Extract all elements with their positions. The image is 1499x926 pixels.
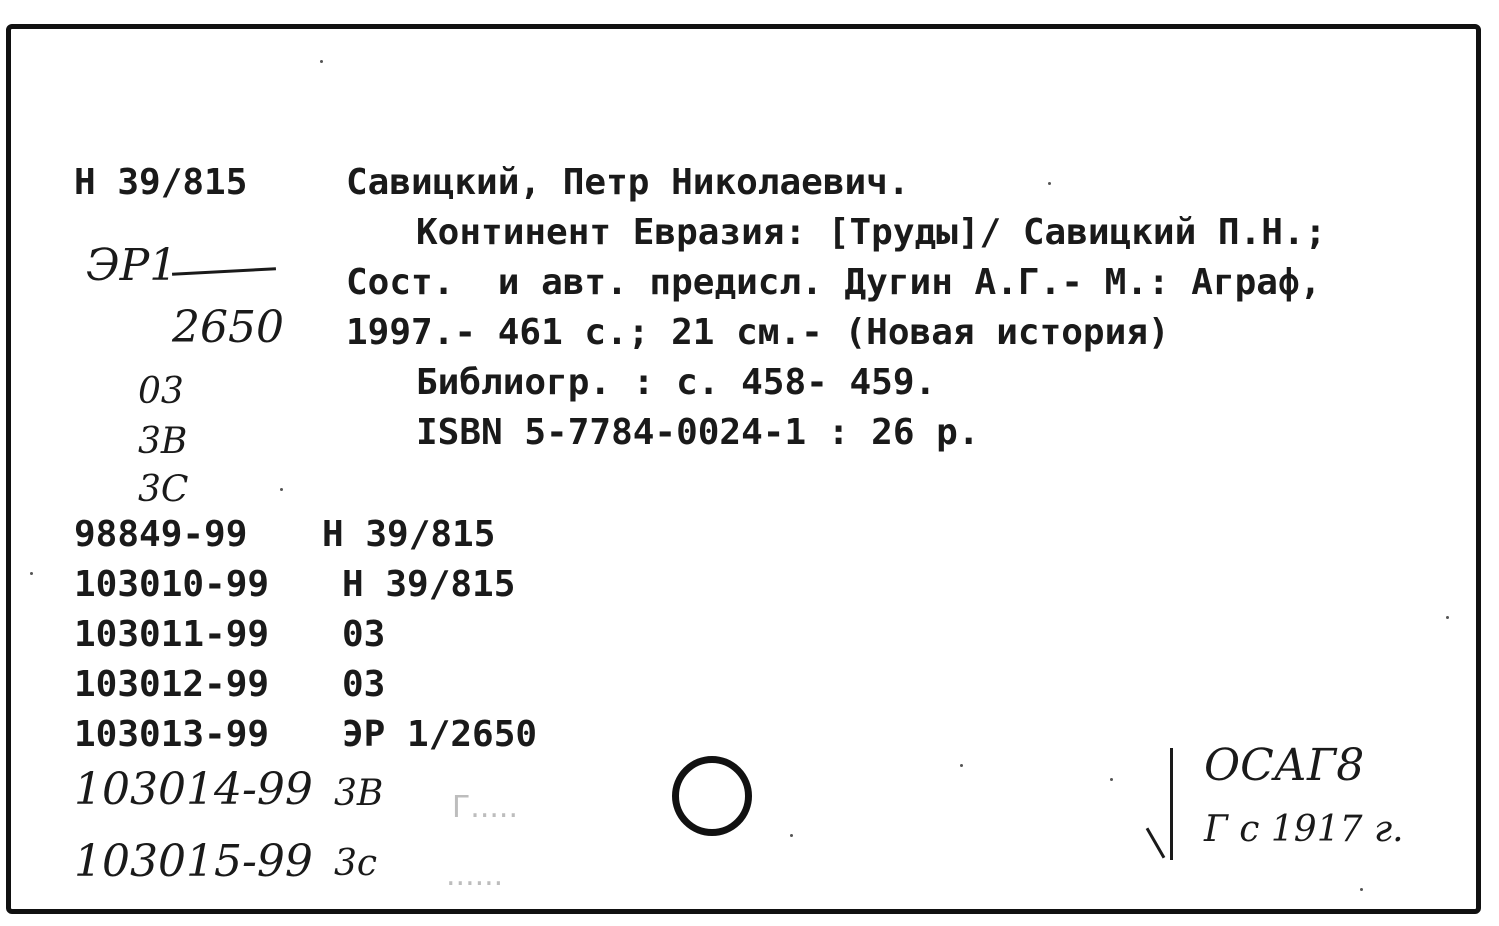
circle-mark	[672, 756, 752, 836]
handwritten-note-line-1: ОСАГ8	[1204, 740, 1365, 791]
handwritten-code-3v: 3В	[138, 421, 188, 462]
speckle-dot	[790, 834, 793, 837]
speckle-dot	[280, 488, 283, 491]
handwritten-shelf-mark-bottom: 2650	[172, 302, 284, 353]
inventory-location-4: 03	[342, 664, 386, 705]
faint-stamp-line-2: ......	[446, 858, 504, 893]
inventory-location-1: Н 39/815	[322, 514, 496, 555]
inventory-number-4: 103012-99	[74, 664, 270, 705]
faint-stamp-line-1: Г.....	[452, 790, 518, 825]
handwritten-code-03: 03	[138, 371, 184, 412]
title-line: Континент Евразия: [Труды]/ Савицкий П.Н.;	[416, 212, 1327, 253]
isbn-line: ISBN 5-7784-0024-1 : 26 р.	[416, 412, 980, 453]
inventory-number-1: 98849-99	[74, 514, 248, 555]
inventory-number-3: 103011-99	[74, 614, 270, 655]
speckle-dot	[1110, 778, 1113, 781]
author-heading: Савицкий, Петр Николаевич.	[346, 162, 910, 203]
compiler-line: Сост. и авт. предисл. Дугин А.Г.- М.: Аграф,	[346, 262, 1322, 303]
imprint-line: 1997.- 461 с.; 21 см.- (Новая история)	[346, 312, 1170, 353]
handwritten-inventory-location-1: 3В	[334, 773, 384, 814]
handwritten-note-line-2: Г с 1917 г.	[1204, 809, 1404, 850]
handwritten-inventory-number-2: 103015-99	[74, 836, 313, 887]
bracket-line	[1170, 748, 1173, 860]
inventory-location-2: Н 39/815	[342, 564, 516, 605]
speckle-dot	[1446, 616, 1449, 619]
speckle-dot	[320, 60, 323, 63]
speckle-dot	[1360, 888, 1363, 891]
inventory-number-5: 103013-99	[74, 714, 270, 755]
handwritten-inventory-location-2: 3с	[334, 843, 378, 884]
speckle-dot	[960, 764, 963, 767]
handwritten-shelf-mark-top: ЭР1	[86, 240, 178, 291]
speckle-dot	[30, 572, 33, 575]
speckle-dot	[1048, 182, 1051, 185]
inventory-number-2: 103010-99	[74, 564, 270, 605]
call-number: Н 39/815	[74, 162, 248, 203]
bibliography-line: Библиогр. : с. 458- 459.	[416, 362, 937, 403]
inventory-location-3: 03	[342, 614, 386, 655]
handwritten-code-3s: 3С	[138, 469, 189, 510]
inventory-location-5: ЭР 1/2650	[342, 714, 538, 755]
handwritten-inventory-number-1: 103014-99	[74, 764, 313, 815]
